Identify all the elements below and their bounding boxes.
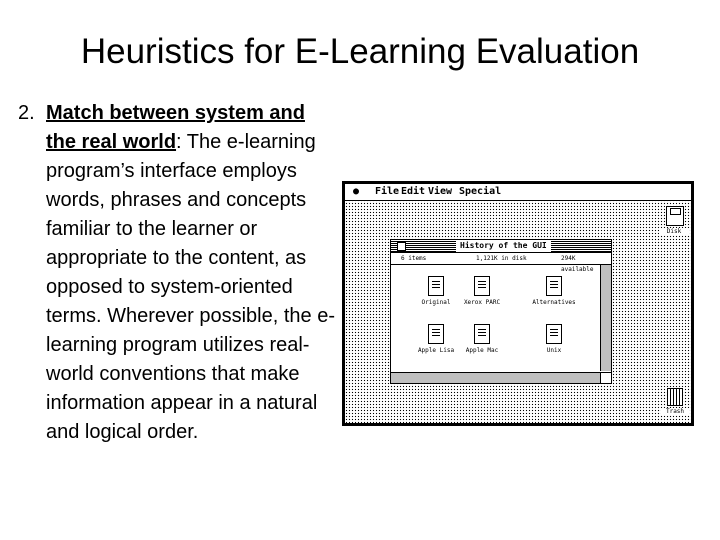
heuristic-description: : The e-learning program’s interface employs words, phrases and concepts familiar to the learner or appropriate to the content, as opposed to system-oriented terms. Wherever possible, the e-learning program utilizes real-world conventions that make information appear in a natural and logical order. (46, 131, 335, 443)
file-icon-alternatives (531, 276, 577, 307)
info-available: 294K available (561, 255, 594, 273)
document-icon (546, 276, 562, 296)
apple-icon: ● (353, 186, 360, 197)
info-items: 6 items (401, 255, 427, 262)
disk-icon (663, 206, 685, 242)
mac-screenshot (342, 181, 694, 426)
trash-icon (663, 386, 687, 420)
icon-label: Unix (546, 347, 562, 354)
window-info-bar (391, 253, 611, 273)
document-icon (546, 324, 562, 344)
finder-window (390, 239, 612, 384)
file-icon-mac (459, 324, 505, 355)
window-title-bar (391, 240, 611, 253)
menu-view: View (428, 186, 453, 197)
horizontal-scrollbar (391, 372, 600, 383)
mac-desktop (345, 184, 691, 423)
file-icon-lisa (413, 324, 459, 355)
menu-edit: Edit (401, 186, 426, 197)
body-text (18, 99, 338, 447)
item-number: 2. (18, 102, 35, 124)
icon-label: Alternatives (532, 299, 576, 306)
disk-label: Disk (659, 228, 689, 235)
icon-label: Apple Mac (465, 347, 499, 354)
file-icon-xerox (459, 276, 505, 307)
file-icon-unix (531, 324, 577, 355)
slide-title: Heuristics for E-Learning Evaluation (80, 32, 640, 71)
document-icon (474, 324, 490, 344)
icon-label: Apple Lisa (417, 347, 455, 354)
menu-file: File (375, 186, 400, 197)
icon-label: Original (421, 299, 451, 306)
file-icon-original (413, 276, 459, 307)
heuristic-heading: Match between system and the real world (46, 102, 305, 153)
trash-label: Trash (661, 408, 689, 415)
window-title: History of the GUI (456, 240, 551, 252)
icon-label: Xerox PARC (463, 299, 501, 306)
vertical-scrollbar (600, 264, 611, 371)
info-disk: 1,121K in disk (476, 255, 527, 262)
grow-box-icon (600, 372, 611, 383)
body-paragraph (46, 99, 338, 447)
document-icon (474, 276, 490, 296)
mac-menubar (345, 184, 691, 201)
document-icon (428, 324, 444, 344)
close-box-icon (397, 242, 406, 251)
menu-special: Special (459, 186, 502, 197)
document-icon (428, 276, 444, 296)
